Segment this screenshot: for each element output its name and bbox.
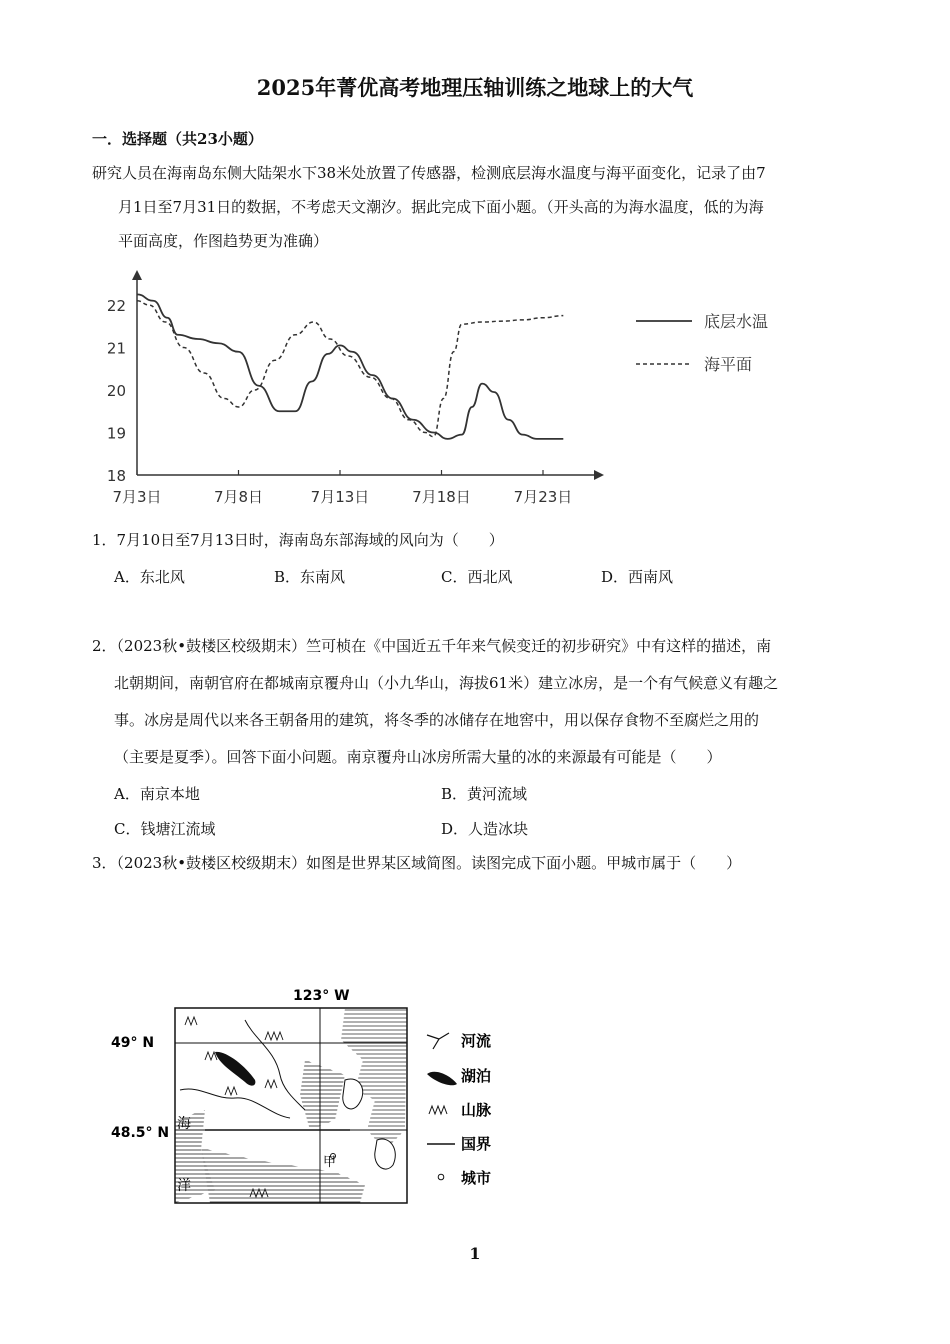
latitude-49-label: 49° N [111,1035,155,1051]
series-line-bottom-water-temp [137,294,563,439]
city-label: 甲 [323,1155,337,1170]
y-tick-label: 21 [106,339,126,358]
x-tick-label: 7月23日 [513,488,573,506]
q1-option-a: A．东北风 [114,568,185,586]
q2-option-d: D．人造冰块 [441,820,529,838]
legend-lake-label: 湖泊 [461,1067,492,1085]
line-chart [100,262,660,522]
legend-lake-icon [427,1072,457,1086]
q1-option-b: B．东南风 [274,568,346,586]
legend-city-icon [438,1174,444,1180]
y-tick-label: 22 [106,297,126,315]
map-legend [427,1032,492,1187]
q2-option-c: C．钱塘江流域 [114,820,216,838]
legend-river-icon [427,1033,449,1049]
section-heading: 一．选择题（共23小题） [92,130,263,148]
region-map [105,980,525,1220]
q2-line-3: 事。冰房是周代以来各王朝备用的建筑，将冬季的冰储存在地窖中，用以保存食物不至腐烂之用的 [114,711,760,729]
y-tick-label: 18 [106,467,126,485]
page-number: 1 [469,1244,481,1263]
intro-line-3: 平面高度，作图趋势更为准确） [118,232,329,250]
question-2-stem [92,628,872,776]
q2-line-2: 北朝期间，南朝官府在都城南京覆舟山（小九华山，海拔61米）建立冰房，是一个有气候意义有趣之 [114,674,779,692]
q2-line-4: （主要是夏季）。回答下面小问题。南京覆舟山冰房所需大量的冰的来源最有可能是（ ） [114,748,722,766]
legend-border-label: 国界 [461,1135,492,1153]
x-tick-label: 7月8日 [213,488,264,506]
x-tick-label: 7月18日 [412,488,471,506]
x-tick-label: 7月3日 [112,488,162,506]
intro-line-1: 研究人员在海南岛东侧大陆架水下38米处放置了传感器，检测底层海水温度与海平面变化，记录了由7 [92,164,766,182]
q1-option-c: C．西北风 [441,568,513,586]
chart-legend [630,300,790,380]
legend-label-temp: 底层水温 [704,312,769,331]
legend-city-label: 城市 [461,1169,492,1187]
y-tick-label: 20 [106,382,126,400]
y-axis-arrow [132,270,142,280]
q2-option-b: B．黄河流域 [441,785,528,803]
document-title: 2025年菁优高考地理压轴训练之地球上的大气 [256,75,694,100]
intro-paragraph [92,156,862,258]
x-axis-arrow [594,470,604,480]
sea-label-1: 海 [177,1116,191,1132]
question-3-stem: 3．（2023秋•鼓楼区校级期末）如图是世界某区域简图。读图完成下面小题。甲城市属于（ ） [92,854,742,872]
legend-river-label: 河流 [461,1032,492,1050]
chart-axes [132,270,604,480]
q2-option-a: A．南京本地 [114,785,200,803]
y-tick-label: 19 [106,424,126,443]
latitude-48-5-label: 48.5° N [111,1125,170,1141]
chart-series-group [137,294,563,439]
question-1-stem: 1．7月10日至7月13日时，海南岛东部海域的风向为（ ） [92,531,504,549]
legend-mountain-label: 山脉 [461,1101,492,1119]
sea-label-2: 洋 [177,1178,191,1194]
q1-option-d: D．西南风 [601,568,674,586]
intro-line-2: 月1日至7月31日的数据，不考虑天文潮汐。据此完成下面小题。（开头高的为海水温度，低的为海 [118,198,764,216]
series-line-sea-level [137,301,563,437]
q2-line-1: 2．（2023秋•鼓楼区校级期末）竺可桢在《中国近五千年来气候变迁的初步研究》中有这样的描述，南 [92,637,772,655]
legend-mountain-icon [429,1106,447,1114]
x-tick-label: 7月13日 [310,488,370,506]
legend-label-sea: 海平面 [704,355,753,374]
longitude-label: 123° W [293,988,350,1004]
